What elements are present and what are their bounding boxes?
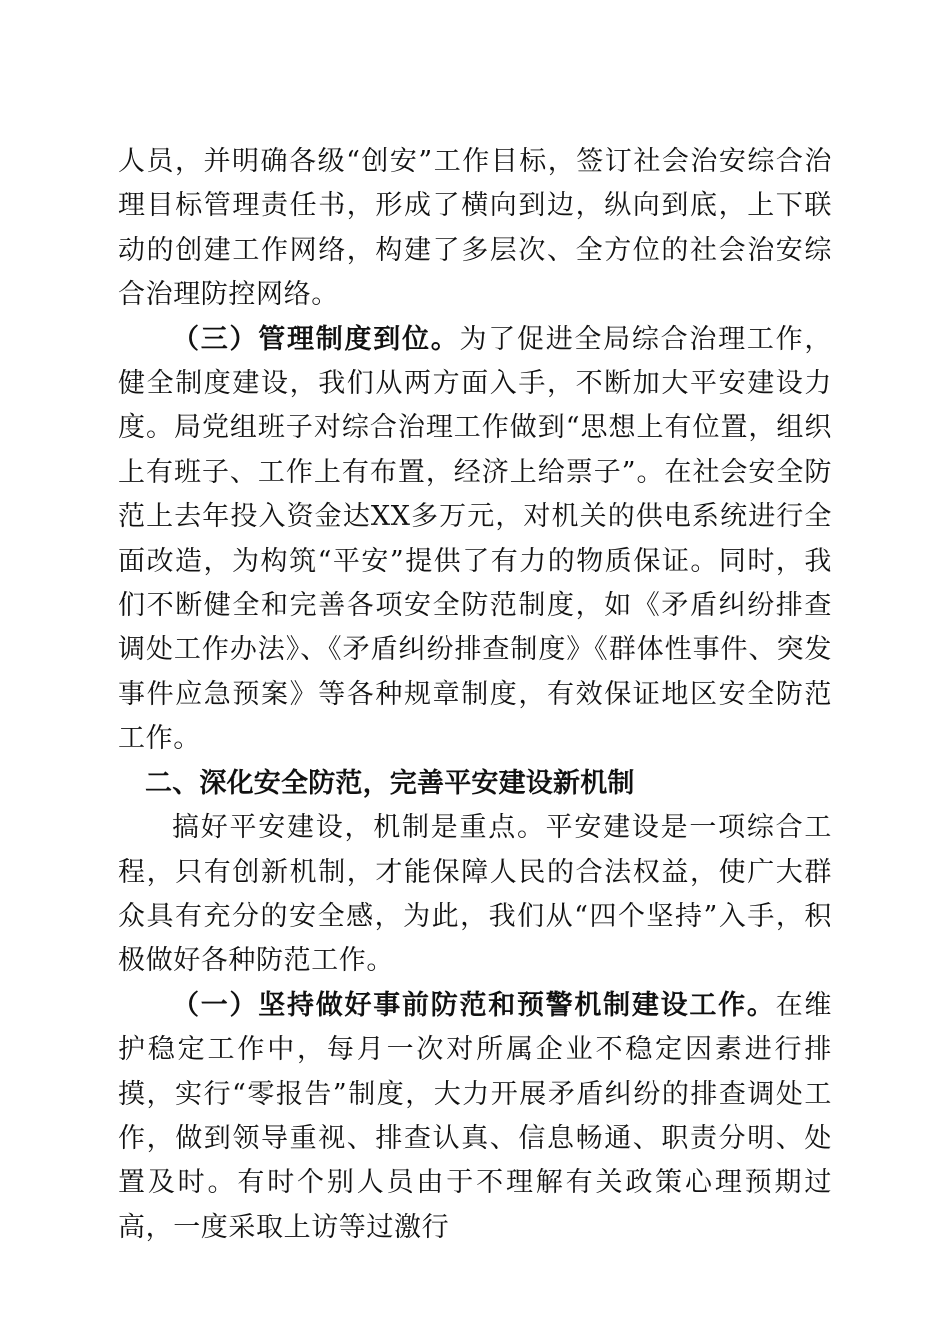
paragraph-management-system [118,318,832,762]
paragraph-title: （一）坚持做好事前防范和预警机制建设工作。 [172,989,776,1021]
paragraph-title: （三）管理制度到位。 [172,323,460,355]
paragraph-text: 人员，并明确各级“创安”工作目标，签订社会治安综合治理目标管理责任书，形成了横向到边，纵向到底，上下联动的创建工作网络，构建了多层次、全方位的社会治安综合治理防控网络。 [118,146,832,311]
paragraph-text: 搞好平安建设，机制是重点。平安建设是一项综合工程，只有创新机制，才能保障人民的合法权益，使广大群众具有充分的安全感，为此，我们从“四个坚持”入手，积极做好各种防范工作。 [118,812,832,977]
document-body [118,140,832,1250]
paragraph-continued [118,140,832,318]
section-heading: 二、深化安全防范，完善平安建设新机制 [145,767,635,799]
paragraph-text: 为了促进全局综合治理工作，健全制度建设，我们从两方面入手，不断加大平安建设力度。局党组班子对综合治理工作做到“思想上有位置，组织上有班子、工作上有布置，经济上给票子”。在社会安全防范上去年投入资金达XX多万元，对机关的供电系统进行全面改造，为构筑“平安”提供了有力的物质保证。同时，我们不断健全和完善各项安全防范制度，如《矛盾纠纷排查调处工作办法》、《矛盾纠纷排查制度》《群体性事件、突发事件应急预案》等各种规章制度，有效保证地区安全防范工作。 [118,323,832,755]
paragraph-early-warning [118,984,832,1250]
paragraph-mechanism-intro [118,806,832,984]
paragraph-text: 在维护稳定工作中，每月一次对所属企业不稳定因素进行排摸，实行“零报告”制度，大力开展矛盾纠纷的排查调处工作，做到领导重视、排查认真、信息畅通、职责分明、处置及时。有时个别人员由于不理解有关政策心理预期过高，一度采取上访等过激行 [118,989,833,1243]
